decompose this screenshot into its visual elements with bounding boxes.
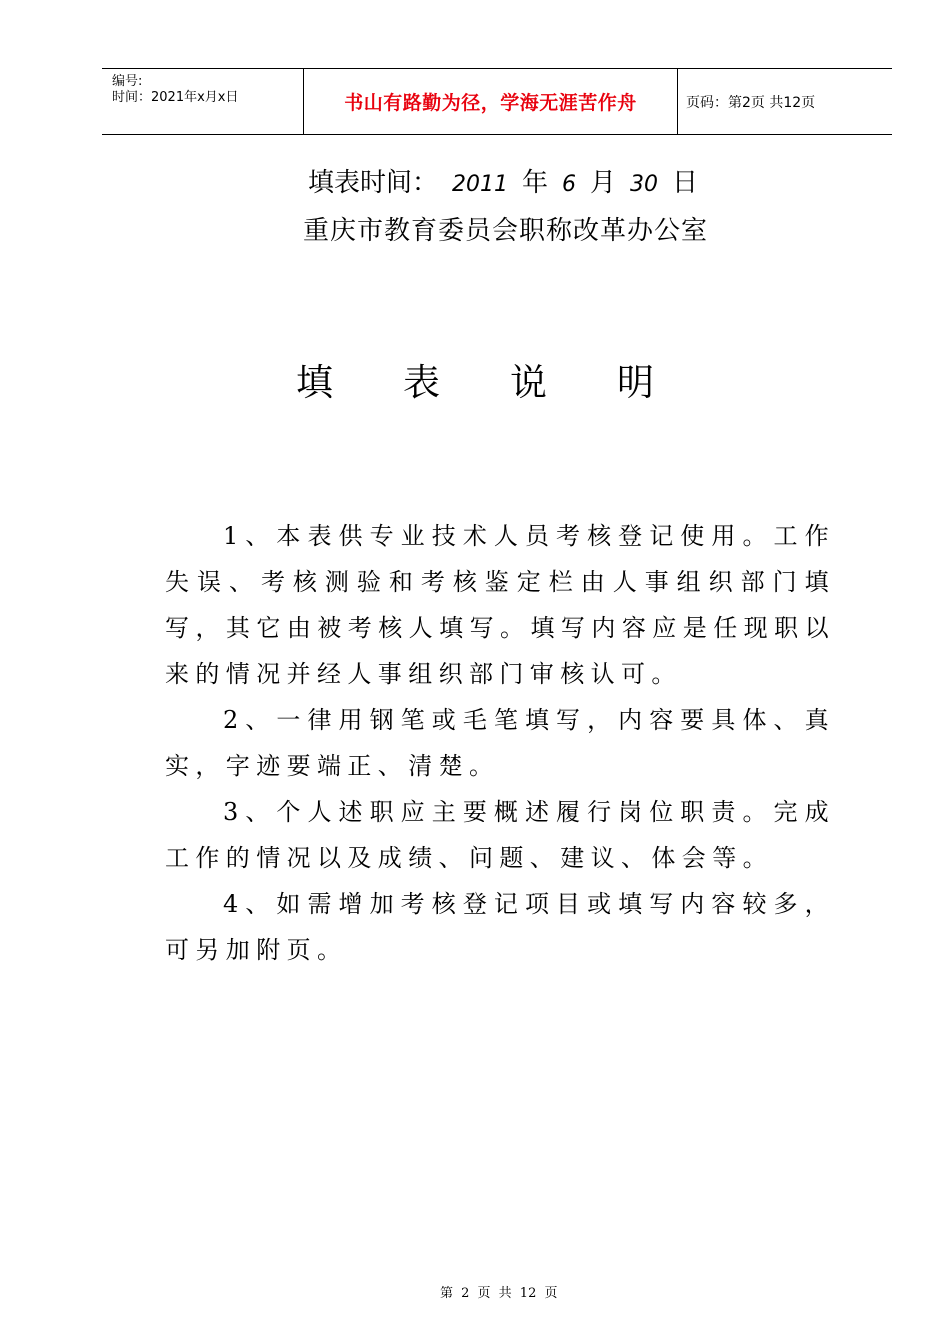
page-footer: 第 2 页 共 12 页 [440,1286,558,1301]
instruction-item: 4、如需增加考核登记项目或填写内容较多，可另加附页。 [165,890,835,964]
header-page-code: 页码：第2页 共12页 [686,94,816,111]
fill-date-month: 6 [562,172,577,197]
fill-date-month-unit: 月 [590,168,617,198]
fill-date-day-unit: 日 [672,168,699,198]
fill-date-line [308,166,698,202]
fill-date-year: 2011 [452,172,509,197]
header-meta-cell [102,69,304,134]
instruction-item: 1、本表供专业技术人员考核登记使用。工作失误、考核测验和考核鉴定栏由人事组织部门填写，其它由被考核人填写。填写内容应是任现职以来的情况并经人事组织部门审核认可。 [165,522,835,688]
header-motto: 书山有路勤为径，学海无涯苦作舟 [304,69,678,134]
office-name: 重庆市教育委员会职称改革办公室 [303,216,709,246]
fill-date-year-unit: 年 [522,168,549,198]
serial-label: 编号: [112,74,143,89]
document-heading: 填表说明 [296,361,724,404]
page-header [102,68,892,135]
time-label: 时间：2021年x月x日 [112,90,239,105]
fill-date-label: 填表时间： [308,168,439,198]
fill-date-day: 30 [630,172,659,197]
instruction-item: 3、个人述职应主要概述履行岗位职责。完成工作的情况以及成绩、问题、建议、体会等。 [165,798,835,872]
instruction-item: 2、一律用钢笔或毛笔填写，内容要具体、真实，字迹要端正、清楚。 [165,706,835,780]
instructions-body [165,513,835,973]
